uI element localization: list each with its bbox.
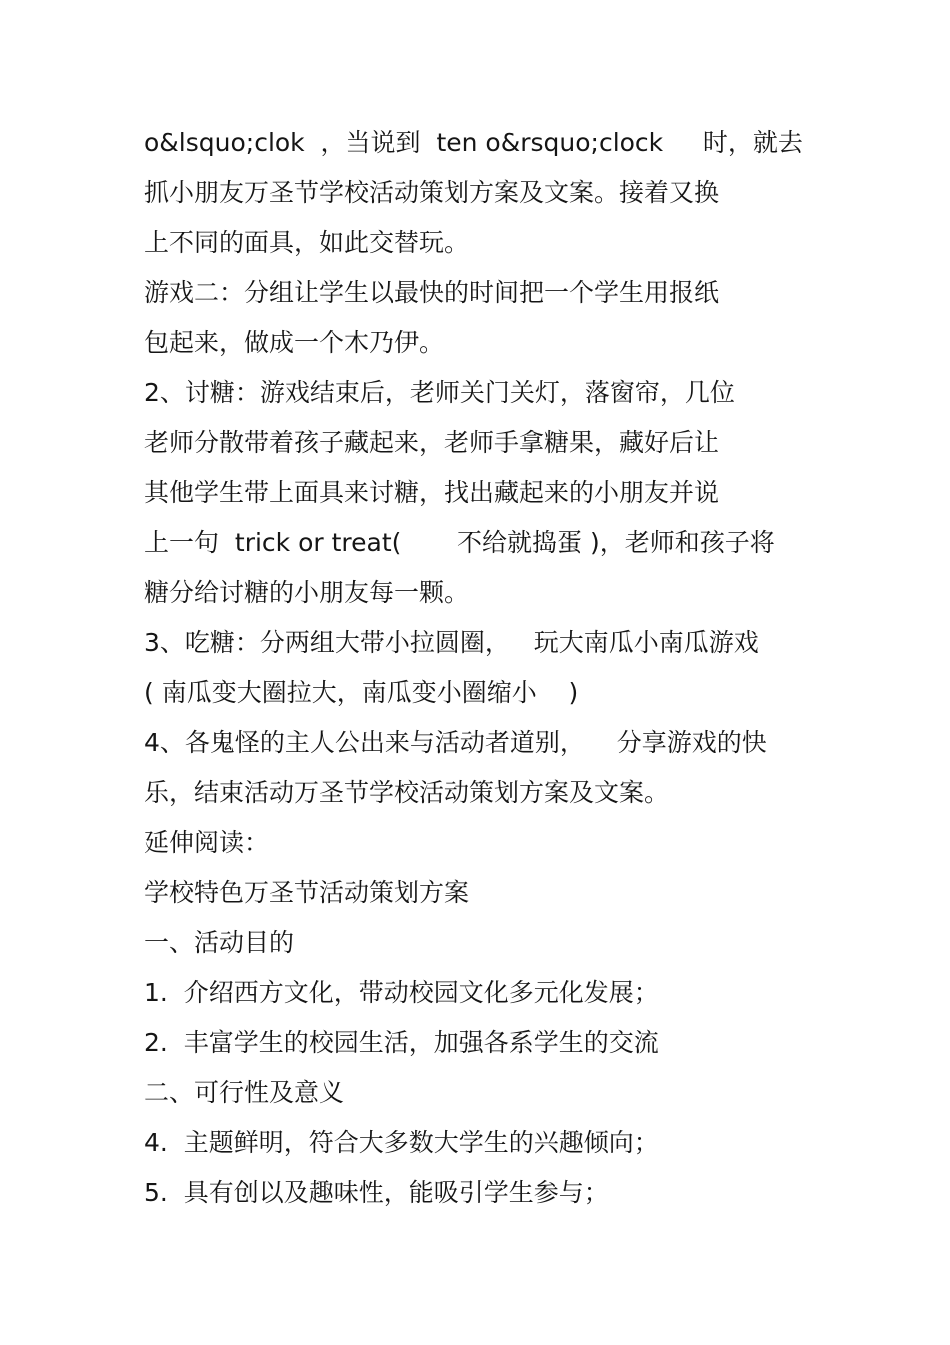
list-item: 5. 具有创以及趣味性，能吸引学生参与； <box>144 1178 609 1207</box>
text-line: 抓小朋友万圣节学校活动策划方案及文案。接着又换 <box>144 178 720 207</box>
text-line: 游戏二：分组让学生以最快的时间把一个学生用报纸 <box>144 278 720 307</box>
text-line: 糖分给讨糖的小朋友每一颗。 <box>144 578 470 607</box>
section-heading: 二、可行性及意义 <box>144 1078 345 1107</box>
text-line: 老师分散带着孩子藏起来，老师手拿糖果，藏好后让 <box>144 428 720 457</box>
text-line: 包起来，做成一个木乃伊。 <box>144 328 445 357</box>
list-item: 2. 丰富学生的校园生活，加强各系学生的交流 <box>144 1028 659 1057</box>
text-line: 其他学生带上面具来讨糖，找出藏起来的小朋友并说 <box>144 478 720 507</box>
list-item: 4. 主题鲜明，符合大多数大学生的兴趣倾向； <box>144 1128 659 1157</box>
text-line: 上一句 trick or treat( 不给就捣蛋 )，老师和孩子将 <box>144 528 775 557</box>
text-line: 2、讨糖：游戏结束后，老师关门关灯，落窗帘，几位 <box>144 378 735 407</box>
text-line: 延伸阅读： <box>144 828 270 857</box>
section-title: 学校特色万圣节活动策划方案 <box>144 878 470 907</box>
text-line: 上不同的面具，如此交替玩。 <box>144 228 470 257</box>
text-line: o&lsquo;clok ，当说到 ten o&rsquo;clock 时，就去 <box>144 128 803 157</box>
text-line: 乐，结束活动万圣节学校活动策划方案及文案。 <box>144 778 670 807</box>
text-line: 3、吃糖：分两组大带小拉圆圈， 玩大南瓜小南瓜游戏 <box>144 628 759 657</box>
text-line: ( 南瓜变大圈拉大，南瓜变小圈缩小 ) <box>144 678 579 707</box>
section-heading: 一、活动目的 <box>144 928 295 957</box>
document-body <box>144 118 824 1218</box>
text-line: 4、各鬼怪的主人公出来与活动者道别， 分享游戏的快 <box>144 728 767 757</box>
list-item: 1. 介绍西方文化，带动校园文化多元化发展； <box>144 978 659 1007</box>
